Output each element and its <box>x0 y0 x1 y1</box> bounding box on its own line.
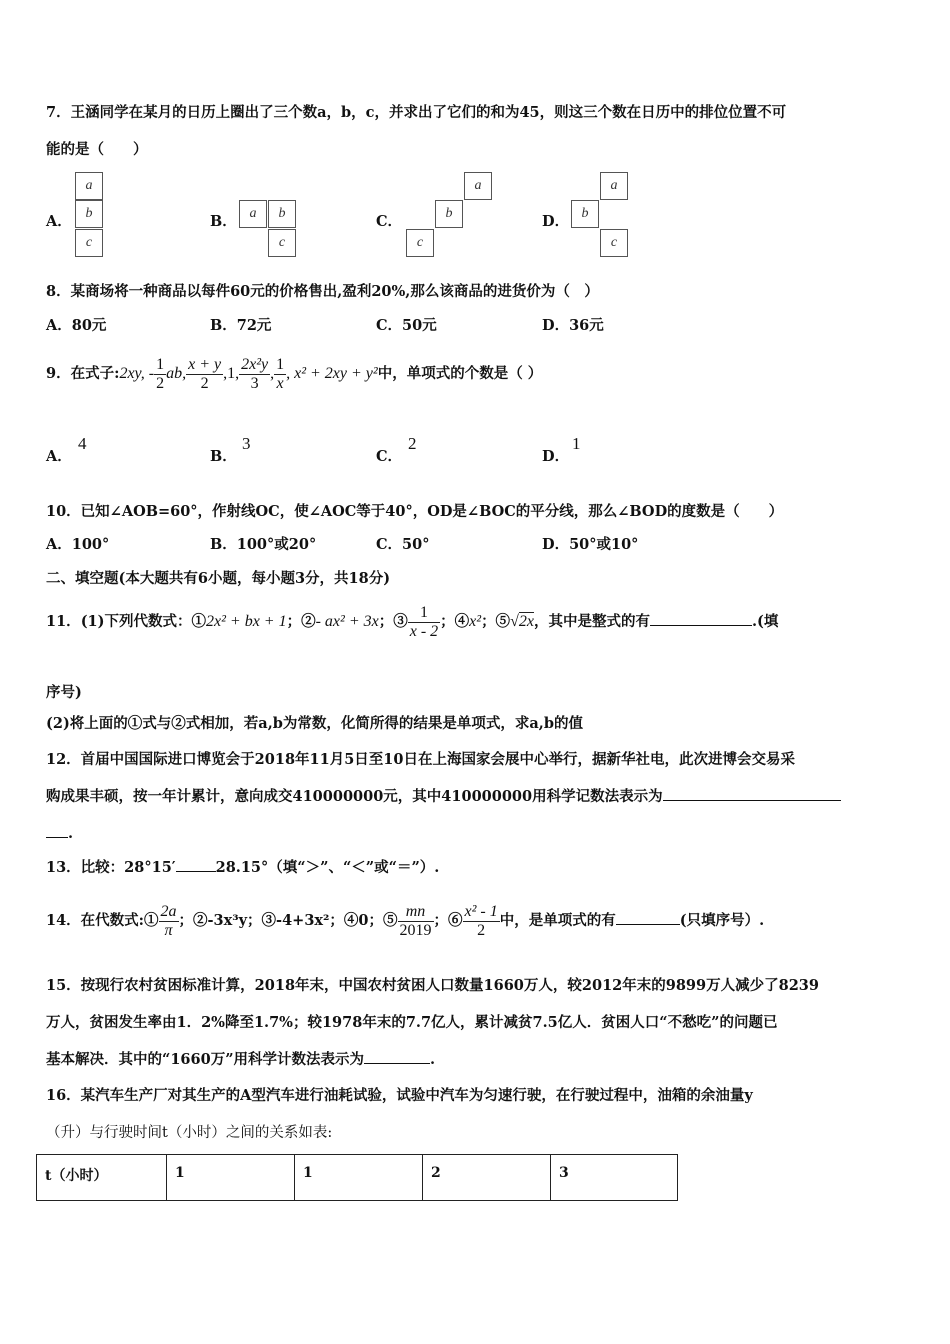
q14-fraction-1 <box>159 903 179 940</box>
q10-option-b: B．100°或20° <box>210 536 317 553</box>
q7-stem-line1: 7．王涵同学在某月的日历上圈出了三个数a，b，c，并求出了它们的和为45，则这三个数在日历中的排位位置不可 <box>46 104 787 121</box>
q11-sep: ；⑤ <box>481 613 511 630</box>
q15-line1: 15．按现行农村贫困标准计算，2018年末，中国农村贫困人口数量1660万人，较2012年末的9899万人减少了8239 <box>46 977 819 994</box>
q11-line2: 序号) <box>46 684 82 701</box>
q12-line3-text: . <box>68 825 74 842</box>
denominator: 2019 <box>399 921 432 939</box>
q9-term: , <box>270 365 275 382</box>
q15-line3 <box>46 1050 435 1070</box>
table-cell: 1 <box>295 1155 423 1201</box>
q7-option-b-label: B． <box>210 213 237 230</box>
q11-part2: (2)将上面的①式与②式相加，若a,b为常数，化简所得的结果是单项式，求a,b的值 <box>46 715 583 732</box>
table-header-cell: t（小时） <box>37 1155 167 1201</box>
q9-fraction-3 <box>239 356 270 393</box>
cell-c: c <box>406 229 434 257</box>
q14-prefix: 14．在代数式:① <box>46 912 159 929</box>
q9-suffix: 中，单项式的个数是（ ） <box>377 365 543 382</box>
q9-option-d-value: 1 <box>572 434 581 453</box>
q14-mid2: ；⑥ <box>433 912 463 929</box>
q7-option-c-label: C． <box>376 213 403 230</box>
cell-c: c <box>600 229 628 257</box>
denominator: 2 <box>200 374 209 392</box>
q11-label: 11． <box>46 613 81 630</box>
q7-option-a-label: A． <box>46 213 72 230</box>
cell-b: b <box>75 200 103 228</box>
q14-mid: ；②-3x³y；③-4+3x²；④0；⑤ <box>178 912 398 929</box>
q12-answer-blank-cont[interactable] <box>46 824 68 838</box>
q14-stem <box>46 895 764 947</box>
q11-sep: ；④ <box>440 613 470 630</box>
q9-fraction-4 <box>274 356 286 393</box>
numerator: 2a <box>160 902 177 920</box>
numerator: 1 <box>408 604 440 623</box>
q8-option-c: C．50元 <box>376 317 437 334</box>
q14-answer-blank[interactable] <box>616 911 680 925</box>
cell-a: a <box>464 172 492 200</box>
q8-option-a: A．80元 <box>46 317 107 334</box>
q9-prefix: 9．在式子: <box>46 365 120 382</box>
numerator: x + y <box>188 355 222 373</box>
q14-suffix: 中，是单项式的有 <box>499 912 616 929</box>
q8-stem: 8．某商场将一种商品以每件60元的价格售出,盈利20%,那么该商品的进货价为（ ） <box>46 283 599 300</box>
cell-a: a <box>239 200 267 228</box>
denominator: 3 <box>250 374 259 392</box>
numerator: x² - 1 <box>464 902 498 920</box>
q9-term: ,1, <box>223 365 240 382</box>
q9-option-d-label: D． <box>542 448 570 465</box>
q14-fraction-2 <box>398 903 434 940</box>
cell-b: b <box>571 200 599 228</box>
q11-expr-5: 2x <box>518 613 534 630</box>
numerator: 1 <box>156 355 165 373</box>
table-cell: 2 <box>423 1155 551 1201</box>
q13-suffix: 28.15°（填“＞”、“＜”或“＝”）. <box>215 859 440 876</box>
q10-option-a: A．100° <box>46 536 110 553</box>
q11-expr-3 <box>408 604 440 641</box>
table-row <box>37 1155 678 1201</box>
numerator: 1 <box>276 355 285 373</box>
q14-fraction-3 <box>463 903 500 940</box>
q16-table <box>36 1154 678 1201</box>
q7-option-d-label: D． <box>542 213 570 230</box>
q15-line2: 万人，贫困发生率由1．2%降至1.7%；较1978年末的7.7亿人，累计减贫7.5亿人．贫困人口“不愁吃”的问题已 <box>46 1014 778 1031</box>
cell-b: b <box>435 200 463 228</box>
denominator: x <box>276 374 284 392</box>
q10-option-c: C．50° <box>376 536 430 553</box>
cell-b: b <box>268 200 296 228</box>
q16-line2: （升）与行驶时间t（小时）之间的关系如表: <box>46 1125 333 1141</box>
q9-term: ab, <box>166 365 187 382</box>
q14-suffix2: (只填序号）. <box>679 912 765 929</box>
q12-line1: 12．首届中国国际进口博览会于2018年11月5日至10日在上海国家会展中心举行，据新华社电，此次进博会交易采 <box>46 751 795 768</box>
cell-c: c <box>75 229 103 257</box>
table-cell: 3 <box>551 1155 678 1201</box>
q9-term: 2xy, - <box>119 365 155 382</box>
q12-line2-text: 购成果丰硕，按一年计累计，意向成交410000000元，其中410000000用科学记数法表示为 <box>46 788 663 805</box>
denominator: x - 2 <box>409 622 439 640</box>
q11-sep: ；③ <box>378 613 408 630</box>
q11-expr-2: - ax² + 3x <box>315 613 379 630</box>
q8-option-d: D．36元 <box>542 317 604 334</box>
q7-stem-line2: 能的是（ ） <box>46 141 148 158</box>
q12-answer-blank[interactable] <box>663 787 841 801</box>
q11-part1 <box>46 596 778 648</box>
q9-fraction-2 <box>186 356 223 393</box>
q10-option-d: D．50°或10° <box>542 536 639 553</box>
q13-prefix: 13．比较：28°15′ <box>46 859 176 876</box>
denominator: 2 <box>477 921 486 939</box>
q10-stem: 10．已知∠AOB=60°，作射线OC，使∠AOC等于40°，OD是∠BOC的平分线，那么∠BOD的度数是（ ） <box>46 503 784 520</box>
q11-sep: ；② <box>286 613 316 630</box>
q12-line2 <box>46 787 841 807</box>
q9-option-c-value: 2 <box>408 434 417 453</box>
q9-stem <box>46 350 542 398</box>
q11-tail: ，其中是整式的有 <box>533 613 650 630</box>
q9-fraction-1 <box>154 356 166 393</box>
numerator: 2x²y <box>241 355 269 373</box>
denominator: 2 <box>156 374 165 392</box>
cell-a: a <box>600 172 628 200</box>
denominator: π <box>164 921 173 939</box>
cell-c: c <box>268 229 296 257</box>
cell-a: a <box>75 172 103 200</box>
q9-term: , x² + 2xy + y² <box>286 365 378 382</box>
q16-line1: 16．某汽车生产厂对其生产的A型汽车进行油耗试验，试验中汽车为匀速行驶，在行驶过程中，油箱的余油量y <box>46 1087 753 1104</box>
table-cell: 1 <box>167 1155 295 1201</box>
q13-stem <box>46 858 439 878</box>
q13-answer-blank[interactable] <box>176 858 216 872</box>
q9-option-c-label: C． <box>376 448 403 465</box>
q9-option-b-value: 3 <box>242 434 251 453</box>
q11-expr-4: x² <box>469 613 482 630</box>
q9-option-b-label: B． <box>210 448 237 465</box>
q15-answer-blank[interactable] <box>364 1050 430 1064</box>
section-2-heading: 二、填空题(本大题共有6小题，每小题3分，共18分) <box>46 570 391 587</box>
q8-option-b: B．72元 <box>210 317 272 334</box>
q9-option-a-label: A． <box>46 448 72 465</box>
q9-option-a-value: 4 <box>78 434 87 453</box>
q15-line3-text: 基本解决．其中的“1660万”用科学计数法表示为 <box>46 1051 365 1068</box>
numerator: mn <box>398 903 434 922</box>
q11-expr-1: 2x² + bx + 1 <box>206 613 287 630</box>
q12-line3 <box>46 824 73 844</box>
q11-intro: (1)下列代数式：① <box>80 613 206 630</box>
q15-line3-end: . <box>430 1051 436 1068</box>
q11-tail2: .(填 <box>751 613 779 630</box>
sqrt-symbol: √ <box>510 613 519 630</box>
q11-answer-blank[interactable] <box>650 612 752 626</box>
